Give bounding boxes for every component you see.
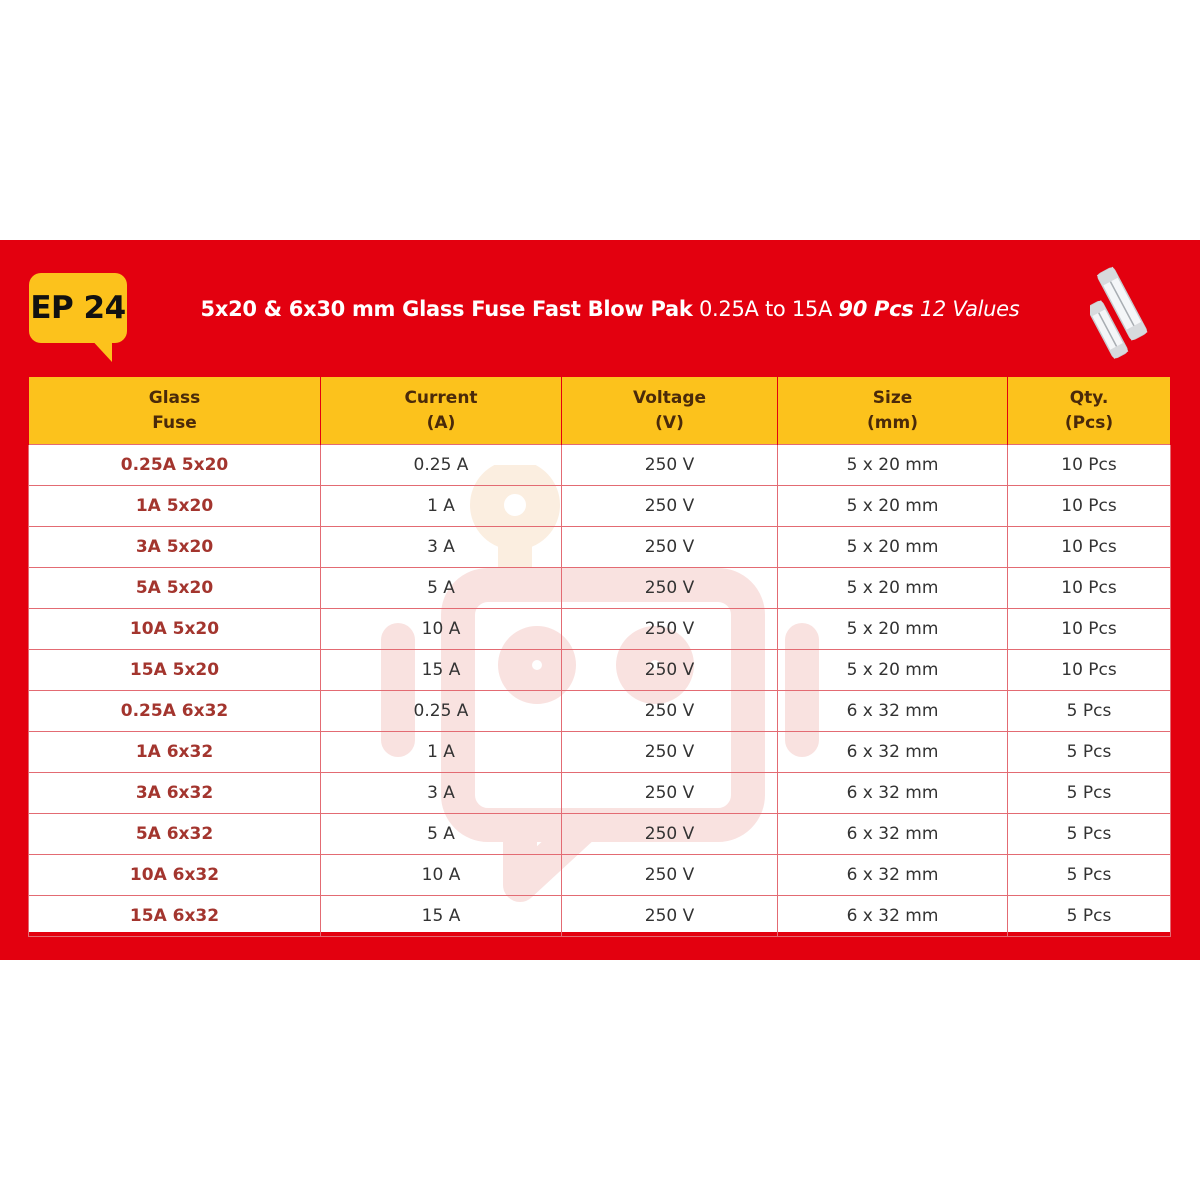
current-cell: 1 A: [321, 732, 562, 773]
table-row: [29, 568, 1171, 609]
current-cell: 1 A: [321, 486, 562, 527]
size-cell: 6 x 32 mm: [778, 814, 1008, 855]
fuse-name-cell: 15A 5x20: [29, 650, 321, 691]
table-row: [29, 732, 1171, 773]
qty-cell: 10 Pcs: [1008, 445, 1171, 486]
table-row: [29, 773, 1171, 814]
qty-cell: 10 Pcs: [1008, 568, 1171, 609]
size-cell: 6 x 32 mm: [778, 691, 1008, 732]
size-cell: 5 x 20 mm: [778, 609, 1008, 650]
fuse-name-cell: 3A 6x32: [29, 773, 321, 814]
table-row: [29, 445, 1171, 486]
title-values: 12 Values: [913, 297, 1020, 321]
table-row: [29, 855, 1171, 896]
qty-cell: 10 Pcs: [1008, 527, 1171, 568]
table-row: [29, 609, 1171, 650]
episode-badge: EP 24: [29, 273, 127, 343]
table-header-row: [29, 377, 1171, 445]
title-range: 0.25A to 15A: [692, 297, 839, 321]
header-size: Size (mm): [778, 377, 1008, 445]
current-cell: 5 A: [321, 814, 562, 855]
table-row: [29, 896, 1171, 937]
voltage-cell: 250 V: [562, 814, 778, 855]
voltage-cell: 250 V: [562, 609, 778, 650]
fuse-name-cell: 0.25A 5x20: [29, 445, 321, 486]
qty-cell: 5 Pcs: [1008, 896, 1171, 937]
qty-cell: 5 Pcs: [1008, 855, 1171, 896]
current-cell: 5 A: [321, 568, 562, 609]
fuse-name-cell: 0.25A 6x32: [29, 691, 321, 732]
table-row: [29, 486, 1171, 527]
current-cell: 3 A: [321, 773, 562, 814]
header-qty: Qty. (Pcs): [1008, 377, 1171, 445]
size-cell: 5 x 20 mm: [778, 527, 1008, 568]
size-cell: 5 x 20 mm: [778, 445, 1008, 486]
fuse-name-cell: 3A 5x20: [29, 527, 321, 568]
table-row: [29, 527, 1171, 568]
current-cell: 15 A: [321, 896, 562, 937]
fuse-name-cell: 5A 5x20: [29, 568, 321, 609]
table-row: [29, 650, 1171, 691]
current-cell: 0.25 A: [321, 445, 562, 486]
qty-cell: 5 Pcs: [1008, 691, 1171, 732]
size-cell: 5 x 20 mm: [778, 486, 1008, 527]
fuse-name-cell: 10A 5x20: [29, 609, 321, 650]
current-cell: 10 A: [321, 855, 562, 896]
voltage-cell: 250 V: [562, 527, 778, 568]
product-title: [160, 294, 1060, 324]
current-cell: 10 A: [321, 609, 562, 650]
voltage-cell: 250 V: [562, 773, 778, 814]
current-cell: 15 A: [321, 650, 562, 691]
qty-cell: 5 Pcs: [1008, 773, 1171, 814]
size-cell: 6 x 32 mm: [778, 896, 1008, 937]
qty-cell: 10 Pcs: [1008, 486, 1171, 527]
voltage-cell: 250 V: [562, 855, 778, 896]
title-main: 5x20 & 6x30 mm Glass Fuse Fast Blow Pak: [200, 297, 693, 321]
fuse-name-cell: 15A 6x32: [29, 896, 321, 937]
size-cell: 6 x 32 mm: [778, 732, 1008, 773]
header-glass-fuse: Glass Fuse: [29, 377, 321, 445]
fuse-name-cell: 1A 6x32: [29, 732, 321, 773]
fuse-name-cell: 1A 5x20: [29, 486, 321, 527]
voltage-cell: 250 V: [562, 691, 778, 732]
title-pieces: 90 Pcs: [838, 297, 914, 321]
voltage-cell: 250 V: [562, 650, 778, 691]
fuse-spec-table: [28, 377, 1171, 937]
fuse-name-cell: 5A 6x32: [29, 814, 321, 855]
voltage-cell: 250 V: [562, 896, 778, 937]
voltage-cell: 250 V: [562, 568, 778, 609]
qty-cell: 10 Pcs: [1008, 609, 1171, 650]
size-cell: 6 x 32 mm: [778, 773, 1008, 814]
size-cell: 5 x 20 mm: [778, 650, 1008, 691]
header-current: Current (A): [321, 377, 562, 445]
voltage-cell: 250 V: [562, 732, 778, 773]
table-row: [29, 814, 1171, 855]
voltage-cell: 250 V: [562, 486, 778, 527]
qty-cell: 5 Pcs: [1008, 732, 1171, 773]
fuse-name-cell: 10A 6x32: [29, 855, 321, 896]
glass-fuse-icon: [1090, 262, 1170, 362]
size-cell: 5 x 20 mm: [778, 568, 1008, 609]
voltage-cell: 250 V: [562, 445, 778, 486]
qty-cell: 10 Pcs: [1008, 650, 1171, 691]
qty-cell: 5 Pcs: [1008, 814, 1171, 855]
header-voltage: Voltage (V): [562, 377, 778, 445]
table-row: [29, 691, 1171, 732]
size-cell: 6 x 32 mm: [778, 855, 1008, 896]
current-cell: 0.25 A: [321, 691, 562, 732]
badge-speech-tail: [88, 336, 112, 362]
current-cell: 3 A: [321, 527, 562, 568]
